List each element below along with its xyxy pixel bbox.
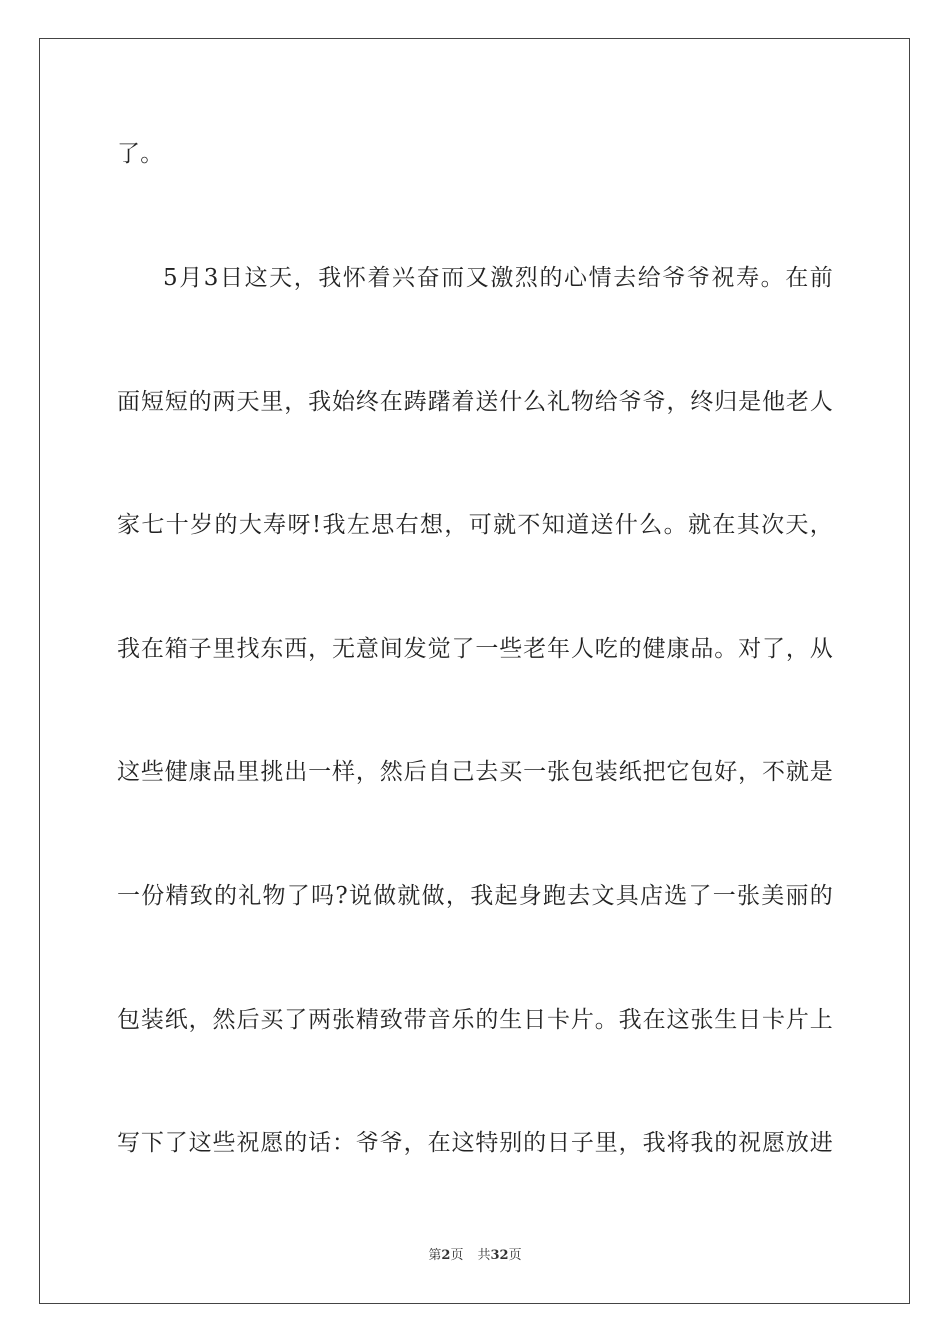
page-border (39, 38, 910, 1304)
page-number: 2 (441, 1248, 451, 1263)
paragraph-line-5: 我在箱子里找东西，无意间发觉了一些老年人吃的健康品。对了，从 (117, 636, 833, 662)
paragraph-line-4: 家七十岁的大寿呀!我左思右想，可就不知道送什么。就在其次天， (117, 512, 833, 538)
page-suffix: 页 (450, 1248, 464, 1263)
paragraph-line-2: 5月3日这天，我怀着兴奋而又激烈的心情去给爷爷祝寿。在前 (163, 265, 833, 291)
total-prefix: 共 (477, 1248, 491, 1263)
page-prefix: 第 (428, 1248, 442, 1263)
paragraph-line-1: 了。 (117, 141, 164, 167)
paragraph-line-3: 面短短的两天里，我始终在踌躇着送什么礼物给爷爷，终归是他老人 (117, 389, 833, 415)
paragraph-line-6: 这些健康品里挑出一样，然后自己去买一张包装纸把它包好，不就是 (117, 759, 833, 785)
page-footer (0, 1247, 950, 1265)
paragraph-line-9: 写下了这些祝愿的话：爷爷，在这特别的日子里，我将我的祝愿放进 (117, 1130, 833, 1156)
paragraph-line-8: 包装纸，然后买了两张精致带音乐的生日卡片。我在这张生日卡片上 (117, 1007, 833, 1033)
total-pages: 32 (490, 1248, 509, 1263)
total-suffix: 页 (508, 1248, 522, 1263)
paragraph-line-7: 一份精致的礼物了吗?说做就做，我起身跑去文具店选了一张美丽的 (117, 883, 833, 909)
